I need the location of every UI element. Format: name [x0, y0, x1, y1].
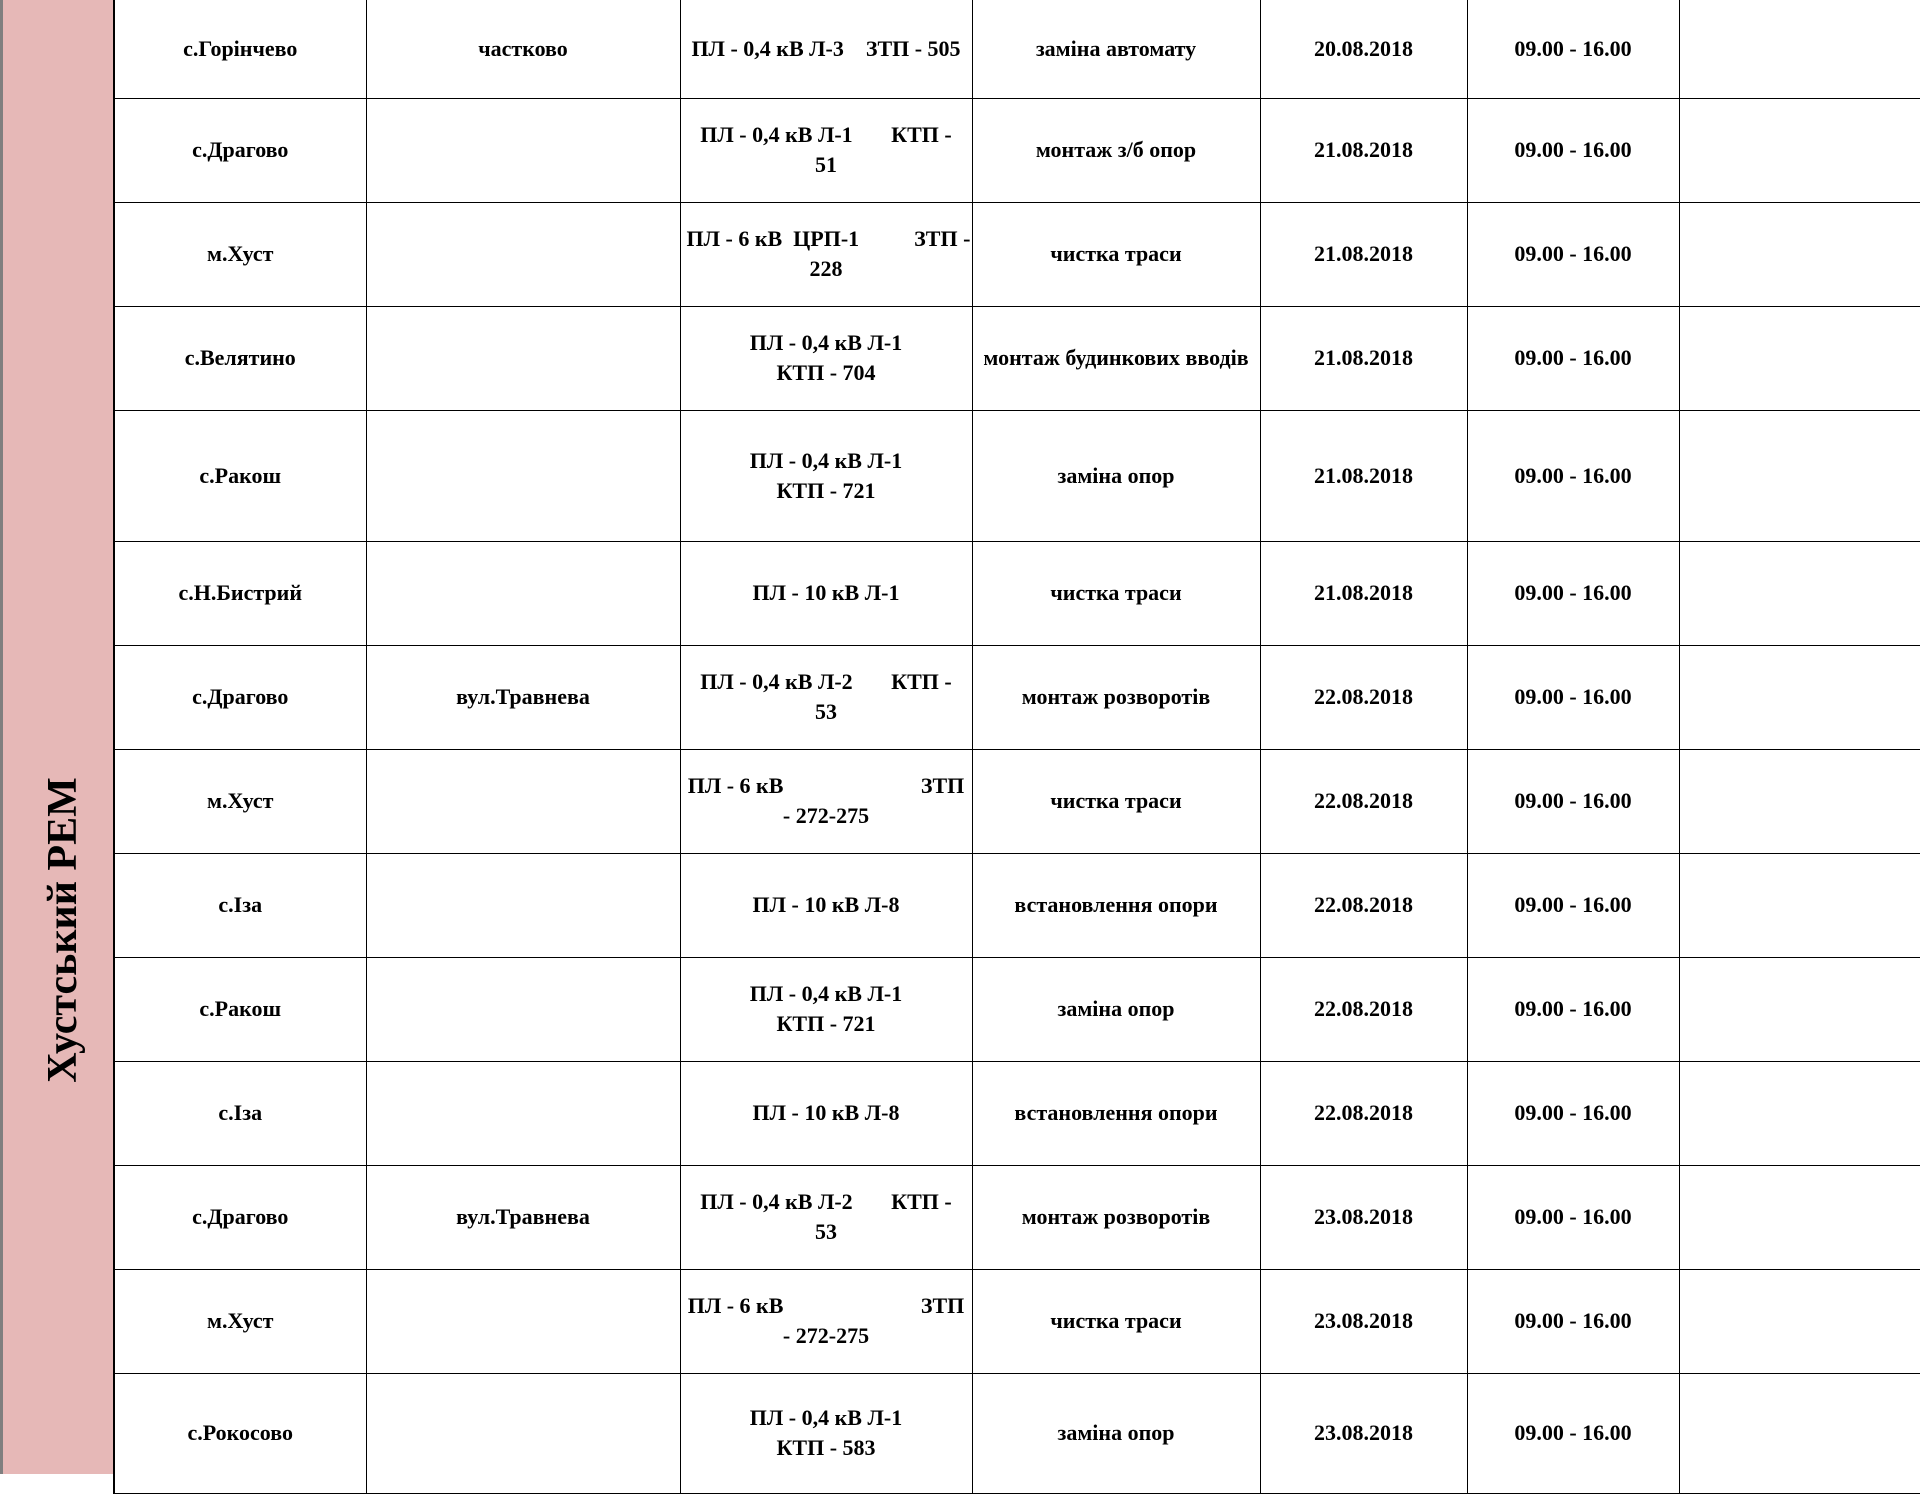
cell-date[interactable]: 21.08.2018	[1260, 202, 1467, 306]
table-row	[114, 1061, 1920, 1165]
table-row	[114, 957, 1920, 1061]
cell-extra[interactable]	[1679, 306, 1920, 410]
cell-time[interactable]: 09.00 - 16.00	[1467, 410, 1679, 541]
cell-extra[interactable]	[1679, 749, 1920, 853]
cell-time[interactable]: 09.00 - 16.00	[1467, 1165, 1679, 1269]
cell-work-type[interactable]: монтаж з/б опор	[972, 98, 1260, 202]
region-side-panel	[0, 0, 113, 1474]
power-line-text: ПЛ - 0,4 кВ Л-3 ЗТП - 505	[691, 35, 961, 61]
cell-work-type[interactable]: чистка траси	[972, 541, 1260, 645]
cell-time[interactable]: 09.00 - 16.00	[1467, 98, 1679, 202]
cell-settlement[interactable]: с.Ракош	[114, 410, 366, 541]
power-line-text: ПЛ - 0,4 кВ Л-1	[749, 981, 903, 1006]
cell-power-line[interactable]	[680, 98, 972, 202]
cell-extra[interactable]	[1679, 541, 1920, 645]
cell-street[interactable]	[366, 541, 680, 645]
power-line-text: ПЛ - 6 кВ ЦРП-1 ЗТП -	[686, 226, 971, 251]
cell-time[interactable]: 09.00 - 16.00	[1467, 749, 1679, 853]
power-line-text: ПЛ - 6 кВ ЗТП	[687, 773, 965, 798]
cell-date[interactable]: 21.08.2018	[1260, 306, 1467, 410]
power-line-text: ПЛ - 0,4 кВ Л-1	[749, 1405, 903, 1430]
power-line-text: - 272-275	[782, 1323, 870, 1348]
cell-settlement[interactable]: м.Хуст	[114, 749, 366, 853]
table-row	[114, 749, 1920, 853]
cell-street[interactable]	[366, 749, 680, 853]
cell-date[interactable]: 22.08.2018	[1260, 749, 1467, 853]
power-line-text: ПЛ - 0,4 кВ Л-1 КТП -	[700, 122, 952, 147]
table-row	[114, 1269, 1920, 1373]
power-line-text: - 272-275	[782, 803, 870, 828]
cell-power-line[interactable]	[680, 541, 972, 645]
cell-time[interactable]: 09.00 - 16.00	[1467, 306, 1679, 410]
table-row	[114, 410, 1920, 541]
cell-power-line[interactable]	[680, 0, 972, 98]
cell-time[interactable]: 09.00 - 16.00	[1467, 541, 1679, 645]
table-row	[114, 541, 1920, 645]
cell-settlement[interactable]: с.Іза	[114, 1061, 366, 1165]
power-line-text: ПЛ - 6 кВ ЗТП	[687, 1293, 965, 1318]
power-line-text: ПЛ - 10 кВ Л-1	[752, 580, 900, 605]
cell-date[interactable]: 22.08.2018	[1260, 957, 1467, 1061]
power-line-text: КТП - 721	[776, 477, 876, 503]
cell-street[interactable]	[366, 1269, 680, 1373]
power-line-text: КТП - 583	[776, 1435, 876, 1460]
cell-work-type[interactable]: монтаж розворотів	[972, 645, 1260, 749]
cell-street[interactable]: вул.Травнева	[366, 1165, 680, 1269]
cell-street[interactable]: частково	[366, 0, 680, 98]
region-label: Хустський РЕМ	[40, 777, 86, 1083]
cell-settlement[interactable]: с.Горінчево	[114, 0, 366, 98]
table-row	[114, 1165, 1920, 1269]
cell-date[interactable]: 20.08.2018	[1260, 0, 1467, 98]
cell-power-line[interactable]	[680, 1269, 972, 1373]
cell-power-line[interactable]	[680, 202, 972, 306]
cell-date[interactable]: 22.08.2018	[1260, 645, 1467, 749]
cell-work-type[interactable]: встановлення опори	[972, 1061, 1260, 1165]
cell-work-type[interactable]: заміна автомату	[972, 0, 1260, 98]
power-line-text: ПЛ - 0,4 кВ Л-1	[749, 447, 903, 473]
cell-work-type[interactable]: монтаж розворотів	[972, 1165, 1260, 1269]
cell-date[interactable]: 22.08.2018	[1260, 853, 1467, 957]
power-line-text: ПЛ - 0,4 кВ Л-2 КТП -	[700, 669, 952, 694]
cell-date[interactable]: 23.08.2018	[1260, 1269, 1467, 1373]
cell-extra[interactable]	[1679, 410, 1920, 541]
power-line-text: 51	[815, 152, 837, 177]
cell-work-type[interactable]: чистка траси	[972, 202, 1260, 306]
cell-street[interactable]	[366, 410, 680, 541]
outage-schedule-table	[113, 0, 1920, 1494]
cell-street[interactable]	[366, 1061, 680, 1165]
cell-settlement[interactable]: с.Драгово	[114, 1165, 366, 1269]
cell-power-line[interactable]	[680, 1373, 972, 1493]
cell-time[interactable]: 09.00 - 16.00	[1467, 202, 1679, 306]
cell-extra[interactable]	[1679, 853, 1920, 957]
cell-settlement[interactable]: с.Ракош	[114, 957, 366, 1061]
cell-extra[interactable]	[1679, 645, 1920, 749]
cell-extra[interactable]	[1679, 1061, 1920, 1165]
cell-settlement[interactable]: с.Велятино	[114, 306, 366, 410]
cell-time[interactable]: 09.00 - 16.00	[1467, 957, 1679, 1061]
power-line-text: ПЛ - 10 кВ Л-8	[752, 1100, 900, 1125]
table-row	[114, 98, 1920, 202]
cell-street[interactable]	[366, 98, 680, 202]
cell-work-type[interactable]: заміна опор	[972, 1373, 1260, 1493]
cell-settlement[interactable]: с.Рокосово	[114, 1373, 366, 1493]
cell-settlement[interactable]: с.Драгово	[114, 645, 366, 749]
power-line-text: 228	[809, 256, 843, 281]
table-row	[114, 306, 1920, 410]
table-row	[114, 202, 1920, 306]
cell-date[interactable]: 23.08.2018	[1260, 1165, 1467, 1269]
cell-street[interactable]	[366, 1373, 680, 1493]
cell-street[interactable]: вул.Травнева	[366, 645, 680, 749]
cell-street[interactable]	[366, 202, 680, 306]
cell-settlement[interactable]: с.Н.Бистрий	[114, 541, 366, 645]
cell-extra[interactable]	[1679, 957, 1920, 1061]
cell-work-type[interactable]: заміна опор	[972, 957, 1260, 1061]
power-line-text: ПЛ - 10 кВ Л-8	[752, 892, 900, 917]
cell-time[interactable]: 09.00 - 16.00	[1467, 1269, 1679, 1373]
cell-extra[interactable]	[1679, 0, 1920, 98]
cell-street[interactable]	[366, 853, 680, 957]
cell-power-line[interactable]	[680, 853, 972, 957]
cell-work-type[interactable]: чистка траси	[972, 749, 1260, 853]
power-line-text: КТП - 721	[776, 1011, 876, 1036]
table-row	[114, 645, 1920, 749]
cell-extra[interactable]	[1679, 1269, 1920, 1373]
cell-settlement[interactable]: с.Іза	[114, 853, 366, 957]
cell-settlement[interactable]: м.Хуст	[114, 1269, 366, 1373]
cell-work-type[interactable]: заміна опор	[972, 410, 1260, 541]
cell-power-line[interactable]	[680, 645, 972, 749]
power-line-text: 53	[815, 699, 837, 724]
cell-power-line[interactable]	[680, 1061, 972, 1165]
cell-date[interactable]: 23.08.2018	[1260, 1373, 1467, 1493]
power-line-text: ПЛ - 0,4 кВ Л-2 КТП -	[700, 1189, 952, 1214]
cell-date[interactable]: 21.08.2018	[1260, 410, 1467, 541]
cell-street[interactable]	[366, 957, 680, 1061]
cell-time[interactable]: 09.00 - 16.00	[1467, 1373, 1679, 1493]
cell-extra[interactable]	[1679, 202, 1920, 306]
cell-work-type[interactable]: встановлення опори	[972, 853, 1260, 957]
table-row	[114, 1373, 1920, 1493]
table-row	[114, 0, 1920, 98]
cell-date[interactable]: 21.08.2018	[1260, 98, 1467, 202]
cell-date[interactable]: 21.08.2018	[1260, 541, 1467, 645]
cell-settlement[interactable]: м.Хуст	[114, 202, 366, 306]
cell-time[interactable]: 09.00 - 16.00	[1467, 853, 1679, 957]
cell-street[interactable]	[366, 306, 680, 410]
power-line-text: ПЛ - 0,4 кВ Л-1	[749, 330, 903, 355]
cell-extra[interactable]	[1679, 1373, 1920, 1493]
cell-power-line[interactable]	[680, 749, 972, 853]
cell-extra[interactable]	[1679, 98, 1920, 202]
cell-date[interactable]: 22.08.2018	[1260, 1061, 1467, 1165]
cell-time[interactable]: 09.00 - 16.00	[1467, 1061, 1679, 1165]
cell-work-type[interactable]: монтаж будинкових вводів	[972, 306, 1260, 410]
cell-power-line[interactable]	[680, 410, 972, 541]
cell-time[interactable]: 09.00 - 16.00	[1467, 0, 1679, 98]
table-row	[114, 853, 1920, 957]
cell-extra[interactable]	[1679, 1165, 1920, 1269]
cell-work-type[interactable]: чистка траси	[972, 1269, 1260, 1373]
cell-power-line[interactable]	[680, 957, 972, 1061]
power-line-text: 53	[815, 1219, 837, 1244]
cell-time[interactable]: 09.00 - 16.00	[1467, 645, 1679, 749]
power-line-text: КТП - 704	[776, 360, 876, 385]
cell-power-line[interactable]	[680, 306, 972, 410]
cell-settlement[interactable]: с.Драгово	[114, 98, 366, 202]
cell-power-line[interactable]	[680, 1165, 972, 1269]
